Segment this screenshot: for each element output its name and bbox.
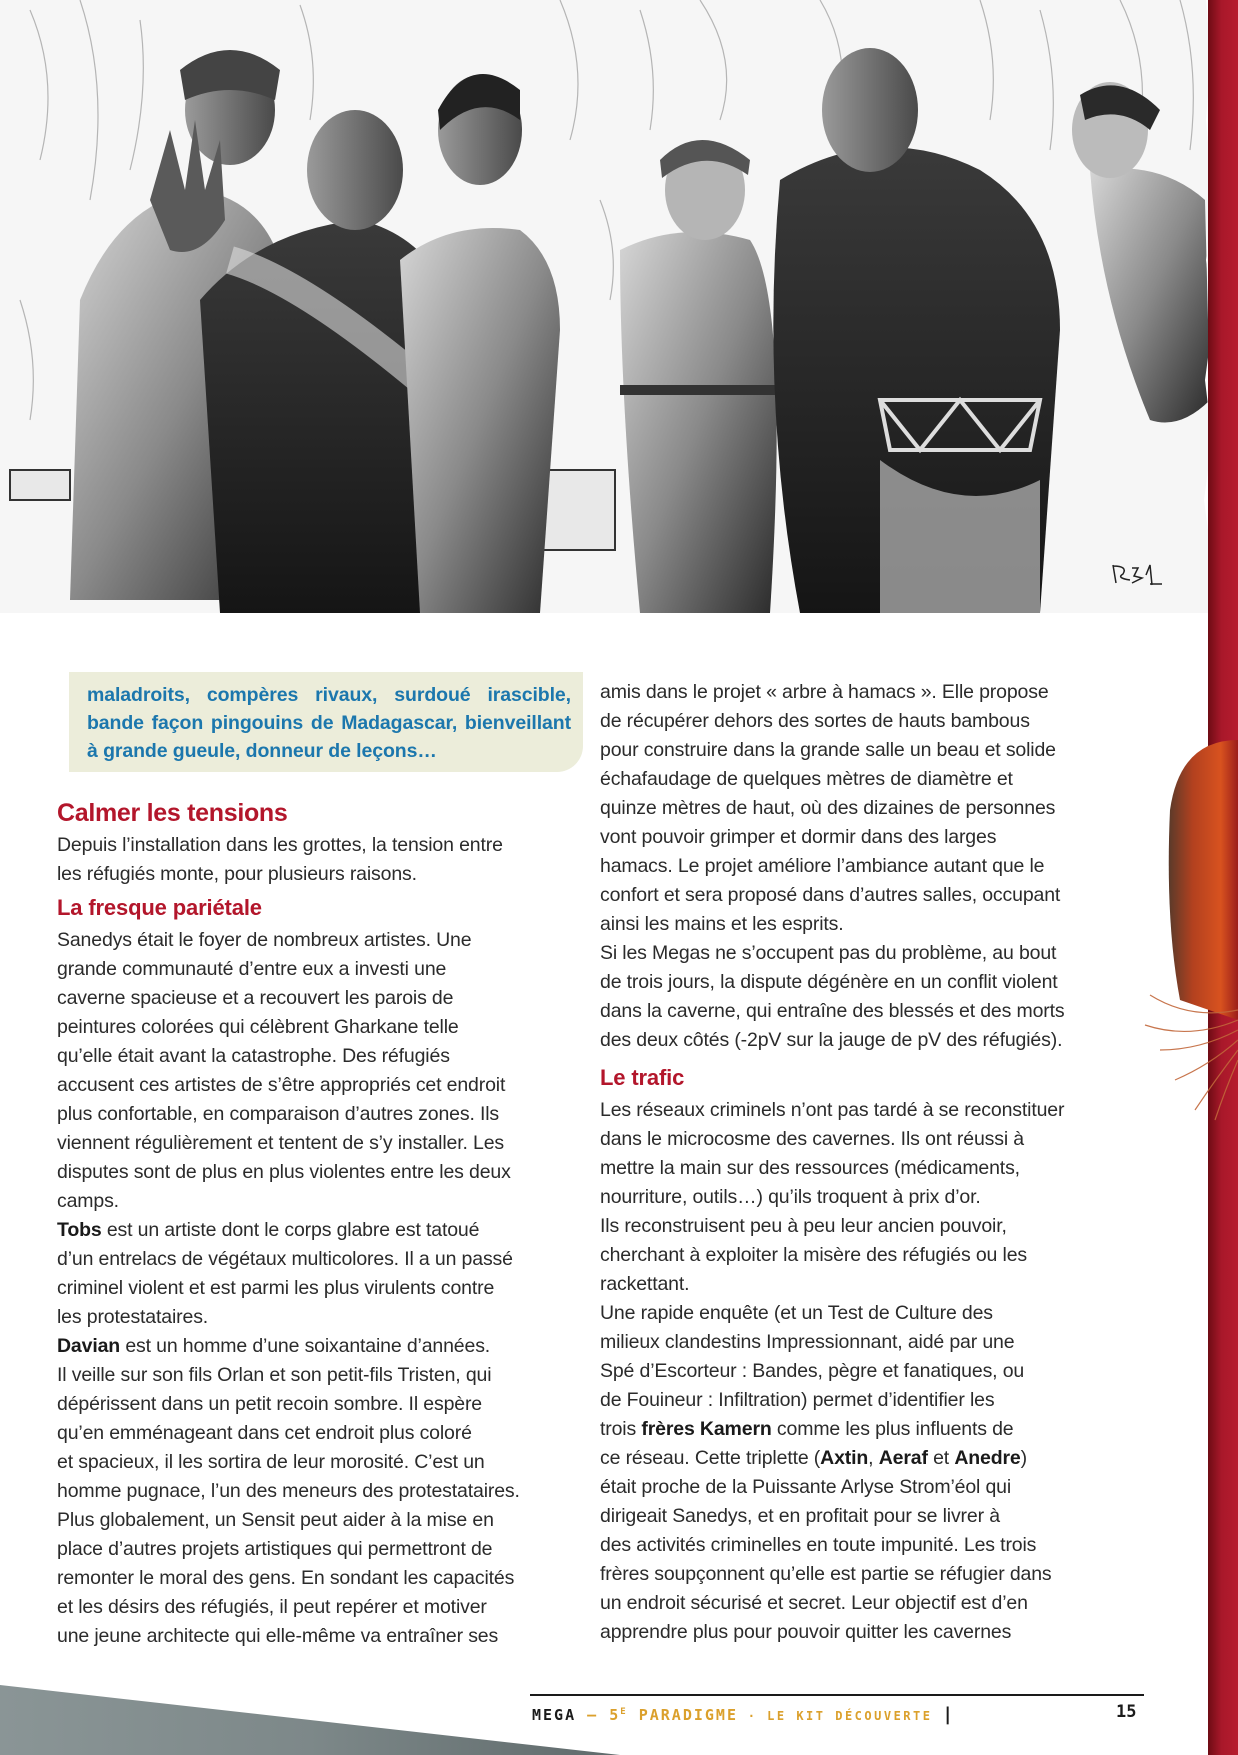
text-line: dépérissent dans un petit recoin sombre. Il espère xyxy=(57,1393,482,1415)
text-line: les réfugiés monte, pour plusieurs raisons. xyxy=(57,863,417,885)
text-fragment: est un artiste dont le corps glabre est tatoué xyxy=(101,1219,480,1241)
sidebar-box xyxy=(69,672,583,772)
text-fragment: , xyxy=(868,1447,879,1469)
subsection-title-fresque: La fresque pariétale xyxy=(57,895,262,920)
sidebar-box-text: maladroits, compères rivaux, surdoué irascible, bande façon pingouins de Madagascar, bienveillant à grande gueule, donneur de leçons… xyxy=(87,684,571,762)
text-line xyxy=(57,1216,557,1245)
conflict-paragraph xyxy=(600,939,1110,1055)
tobs-paragraph xyxy=(57,1216,557,1332)
text-line: quinze mètres de haut, où des dizaines de personnes xyxy=(600,797,1056,819)
text-fragment: comme les plus influents de xyxy=(771,1418,1014,1440)
text-line: disputes sont de plus en plus violentes entre les deux xyxy=(57,1161,511,1183)
text-line: de Fouineur : Infiltration) permet d’identifier les xyxy=(600,1389,995,1411)
text-line: dans la caverne, qui entraîne des blessés et des morts xyxy=(600,1000,1065,1022)
text-line: Il veille sur son fils Orlan et son petit-fils Tristen, qui xyxy=(57,1364,492,1386)
npc-name-aeraf: Aeraf xyxy=(878,1447,928,1469)
left-column xyxy=(57,797,557,1651)
text-line: place d’autres projets artistiques qui permettront de xyxy=(57,1538,493,1560)
text-line: était proche de la Puissante Arlyse Strom’éol qui xyxy=(600,1476,1012,1498)
text-line: de trois jours, la dispute dégénère en un conflit violent xyxy=(600,971,1058,993)
text-fragment: est un homme d’une soixantaine d’années. xyxy=(120,1335,491,1357)
npc-name-tobs: Tobs xyxy=(57,1219,102,1241)
text-line: échafaudage de quelques mètres de diamètre et xyxy=(600,768,1013,790)
text-line: Une rapide enquête (et un Test de Culture des xyxy=(600,1302,993,1324)
text-line: Plus globalement, un Sensit peut aider à la mise en xyxy=(57,1509,494,1531)
text-line: un endroit sécurisé et secret. Leur objectif est d’en xyxy=(600,1592,1028,1614)
text-line: rackettant. xyxy=(600,1273,690,1295)
footer-dash: – xyxy=(576,1706,610,1724)
footer-edition-sup: E xyxy=(620,1707,628,1717)
text-fragment: ce réseau. Cette triplette ( xyxy=(600,1447,821,1469)
section-title: Calmer les tensions xyxy=(57,799,288,827)
footer-kit: · LE KIT DÉCOUVERTE xyxy=(737,1709,943,1723)
text-line: d’un entrelacs de végétaux multicolores. Il a un passé xyxy=(57,1248,513,1270)
hamacs-paragraph xyxy=(600,678,1110,939)
text-line: Si les Megas ne s’occupent pas du problème, au bout xyxy=(600,942,1057,964)
fresque-paragraph xyxy=(57,926,557,1216)
footer-brand: MEGA xyxy=(532,1706,577,1724)
text-line: qu’elle était avant la catastrophe. Des réfugiés xyxy=(57,1045,450,1067)
text-line: caverne spacieuse et a recouvert les parois de xyxy=(57,987,454,1009)
text-line: de récupérer dehors des sortes de hauts bambous xyxy=(600,710,1030,732)
text-line: homme pugnace, l’un des meneurs des protestataires. xyxy=(57,1480,520,1502)
text-line: Sanedys était le foyer de nombreux artistes. Une xyxy=(57,929,472,951)
page-number: 15 xyxy=(1116,1702,1137,1722)
text-line: peintures colorées qui célèbrent Gharkane telle xyxy=(57,1016,459,1038)
npc-name-axtin: Axtin xyxy=(820,1447,869,1469)
text-line: grande communauté d’entre eux a investi une xyxy=(57,958,447,980)
text-line: frères soupçonnent qu’elle est partie se réfugier dans xyxy=(600,1563,1052,1585)
text-line: milieux clandestins Impressionnant, aidé par une xyxy=(600,1331,1015,1353)
text-line: Les réseaux criminels n’ont pas tardé à se reconstituer xyxy=(600,1099,1065,1121)
text-line: camps. xyxy=(57,1190,119,1212)
footer-separator: | xyxy=(942,1704,956,1725)
davian-paragraph xyxy=(57,1332,557,1506)
text-line: pour construire dans la grande salle un beau et solide xyxy=(600,739,1056,761)
text-line: des deux côtés (-2pV sur la jauge de pV des réfugiés). xyxy=(600,1029,1063,1051)
feather-decoration xyxy=(1140,720,1238,1140)
text-line: les protestataires. xyxy=(57,1306,209,1328)
right-column xyxy=(600,678,1110,1647)
text-fragment: et xyxy=(927,1447,955,1469)
text-line: dans le microcosme des cavernes. Ils ont réussi à xyxy=(600,1128,1025,1150)
text-line: hamacs. Le projet améliore l’ambiance autant que le xyxy=(600,855,1045,877)
text-line: apprendre plus pour pouvoir quitter les cavernes xyxy=(600,1621,1012,1643)
illustration xyxy=(0,0,1216,613)
text-line: qu’en emménageant dans cet endroit plus coloré xyxy=(57,1422,472,1444)
text-line xyxy=(600,1444,1110,1473)
text-line: criminel violent et est parmi les plus virulents contre xyxy=(57,1277,495,1299)
text-line xyxy=(600,1415,1110,1444)
stone-texture-decoration xyxy=(0,1675,620,1755)
text-line: Ils reconstruisent peu à peu leur ancien pouvoir, xyxy=(600,1215,1007,1237)
text-line: plus confortable, en comparaison d’autres zones. Ils xyxy=(57,1103,500,1125)
text-line: viennent régulièrement et tentent de s’y installer. Les xyxy=(57,1132,505,1154)
illustration-drawing xyxy=(0,0,1216,613)
text-line: confort et sera proposé dans d’autres salles, occupant xyxy=(600,884,1061,906)
text-line: et les désirs des réfugiés, il peut repérer et motiver xyxy=(57,1596,487,1618)
text-line: remonter le moral des gens. En sondant les capacités xyxy=(57,1567,515,1589)
text-line: Depuis l’installation dans les grottes, la tension entre xyxy=(57,834,503,856)
text-fragment: ) xyxy=(1020,1447,1027,1469)
text-line: Spé d’Escorteur : Bandes, pègre et fanatiques, ou xyxy=(600,1360,1025,1382)
trafic-paragraph xyxy=(600,1096,1110,1647)
npc-name-kamern: frères Kamern xyxy=(641,1418,772,1440)
text-line: une jeune architecte qui elle-même va entraîner ses xyxy=(57,1625,499,1647)
text-line: des activités criminelles en toute impunité. Les trois xyxy=(600,1534,1037,1556)
text-fragment: trois xyxy=(600,1418,642,1440)
text-line: dirigeait Sanedys, et en profitait pour se livrer à xyxy=(600,1505,1000,1527)
npc-name-davian: Davian xyxy=(57,1335,121,1357)
text-line: nourriture, outils…) qu’ils troquent à prix d’or. xyxy=(600,1186,981,1208)
text-line: vont pouvoir grimper et dormir dans des larges xyxy=(600,826,997,848)
footer-paradigme: PARADIGME xyxy=(627,1706,738,1724)
text-line: et spacieux, il les sortira de leur morosité. C’est un xyxy=(57,1451,485,1473)
text-line: ainsi les mains et les esprits. xyxy=(600,913,844,935)
npc-name-anedre: Anedre xyxy=(954,1447,1021,1469)
text-line xyxy=(57,1332,557,1361)
intro-paragraph xyxy=(57,831,557,889)
sensit-paragraph xyxy=(57,1506,557,1651)
text-line: mettre la main sur des ressources (médicaments, xyxy=(600,1157,1020,1179)
footer-rule xyxy=(530,1694,1144,1696)
text-line: amis dans le projet « arbre à hamacs ». Elle propose xyxy=(600,681,1049,703)
text-line: cherchant à exploiter la misère des réfugiés ou les xyxy=(600,1244,1027,1266)
subsection-title-trafic: Le trafic xyxy=(600,1065,685,1090)
running-footer xyxy=(532,1704,955,1725)
footer-edition: 5 xyxy=(609,1706,621,1724)
text-line: accusent ces artistes de s’être appropriés cet endroit xyxy=(57,1074,506,1096)
